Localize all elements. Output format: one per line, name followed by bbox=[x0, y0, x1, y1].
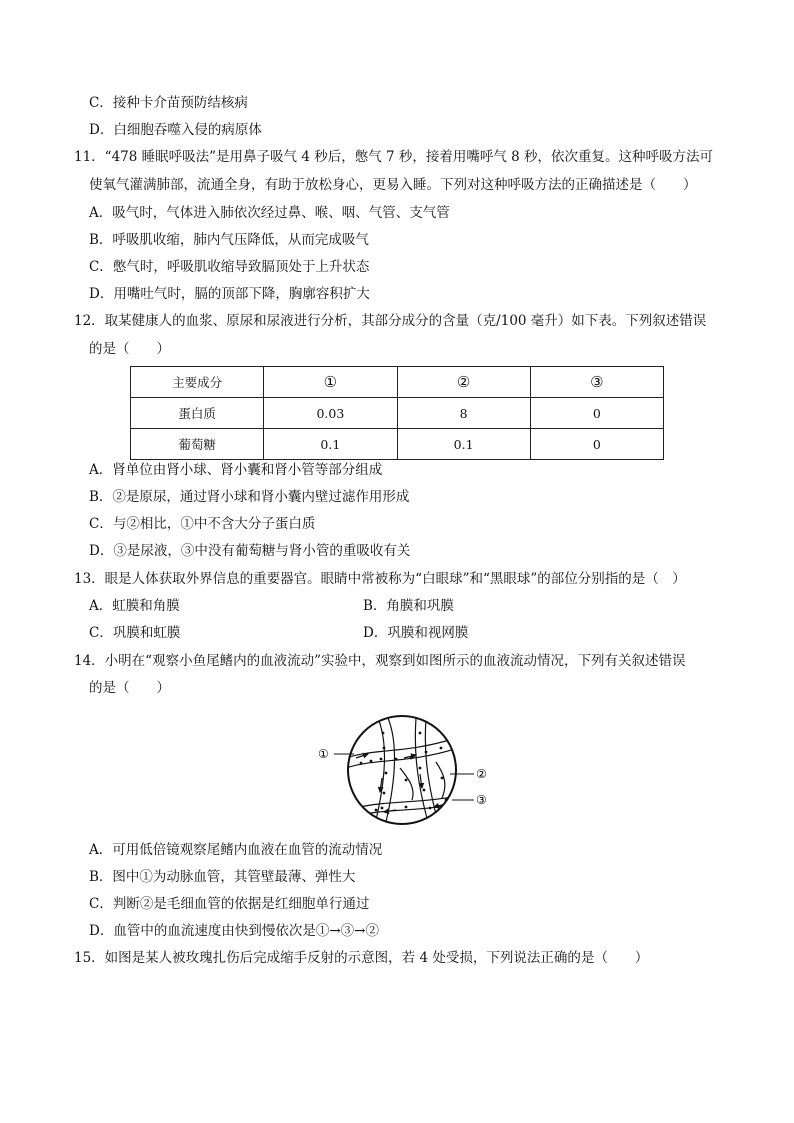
table-cell: 0.03 bbox=[264, 398, 397, 429]
q12-stem-line1: 12．取某健康人的血浆、原尿和尿液进行分析，其部分成分的含量（克/100 毫升）如下表。下列叙述错误 bbox=[74, 313, 707, 329]
table-cell: 0.1 bbox=[264, 429, 397, 460]
q12-option-c: C．与②相比，①中不含大分子蛋白质 bbox=[89, 516, 316, 532]
table-row bbox=[131, 429, 664, 460]
figure-label-3: ③ bbox=[476, 793, 487, 807]
q11-option-c: C．憋气时，呼吸肌收缩导致膈顶处于上升状态 bbox=[89, 259, 370, 275]
table-cell: 8 bbox=[397, 398, 530, 429]
table-header-cell: ② bbox=[397, 367, 530, 398]
q14-stem-line2: 的是（ ） bbox=[89, 680, 170, 696]
q11-option-d: D．用嘴吐气时，膈的顶部下降，胸廓容积扩大 bbox=[89, 286, 370, 302]
q14-stem-line1: 14．小明在“观察小鱼尾鳍内的血液流动”实验中，观察到如图所示的血液流动情况，下列有关叙述错误 bbox=[74, 653, 686, 669]
q12-stem-line2: 的是（ ） bbox=[89, 341, 170, 357]
table-cell: 0 bbox=[530, 398, 663, 429]
q11-stem-line1: 11．“478 睡眠呼吸法”是用鼻子吸气 4 秒后，憋气 7 秒，接着用嘴呼气 8 秒，依次重复。这种呼吸方法可 bbox=[74, 149, 714, 165]
q14-option-b: B．图中①为动脉血管，其管壁最薄、弹性大 bbox=[89, 869, 356, 885]
table-header-cell: 主要成分 bbox=[131, 367, 264, 398]
q12-data-table bbox=[130, 366, 664, 460]
q12-option-a: A．肾单位由肾小球、肾小囊和肾小管等部分组成 bbox=[89, 462, 383, 478]
q13-option-b: B．角膜和巩膜 bbox=[363, 598, 454, 614]
figure-label-2: ② bbox=[476, 767, 487, 781]
q13-option-a: A．虹膜和角膜 bbox=[89, 598, 180, 614]
q14-option-c: C．判断②是毛细血管的依据是红细胞单行通过 bbox=[89, 896, 370, 912]
q10-option-c: C．接种卡介苗预防结核病 bbox=[89, 95, 248, 111]
table-cell: 蛋白质 bbox=[131, 398, 264, 429]
figure-label-1: ① bbox=[318, 747, 329, 761]
q10-option-d: D．白细胞吞噬入侵的病原体 bbox=[89, 122, 262, 138]
q11-option-a: A．吸气时，气体进入肺依次经过鼻、喉、咽、气管、支气管 bbox=[89, 205, 450, 221]
q14-option-a: A．可用低倍镜观察尾鳍内血液在血管的流动情况 bbox=[89, 842, 383, 858]
table-cell: 0 bbox=[530, 429, 663, 460]
table-cell: 0.1 bbox=[397, 429, 530, 460]
q13-stem: 13．眼是人体获取外界信息的重要器官。眼睛中常被称为“白眼球”和“黑眼球”的部位分别指的是（ ） bbox=[74, 571, 686, 587]
table-header-cell: ③ bbox=[530, 367, 663, 398]
q15-stem: 15．如图是某人被玫瑰扎伤后完成缩手反射的示意图，若 4 处受损，下列说法正确的是（ ） bbox=[74, 950, 649, 966]
q13-option-c: C．巩膜和虹膜 bbox=[89, 625, 181, 641]
q12-option-d: D．③是尿液，③中没有葡萄糖与肾小管的重吸收有关 bbox=[89, 543, 411, 559]
q12-option-b: B．②是原尿，通过肾小球和肾小囊内壁过滤作用形成 bbox=[89, 489, 410, 505]
q13-option-d: D．巩膜和视网膜 bbox=[363, 625, 469, 641]
q11-stem-line2: 使氧气灌满肺部，流通全身，有助于放松身心，更易入睡。下列对这种呼吸方法的正确描述是（ ） bbox=[89, 177, 697, 193]
q14-option-d: D．血管中的血流速度由快到慢依次是①→③→② bbox=[89, 923, 379, 939]
table-cell: 葡萄糖 bbox=[131, 429, 264, 460]
blood-flow-figure bbox=[316, 708, 500, 832]
table-header-cell: ① bbox=[264, 367, 397, 398]
table-row bbox=[131, 398, 664, 429]
q11-option-b: B．呼吸肌收缩，肺内气压降低，从而完成吸气 bbox=[89, 232, 369, 248]
table-header-row bbox=[131, 367, 664, 398]
